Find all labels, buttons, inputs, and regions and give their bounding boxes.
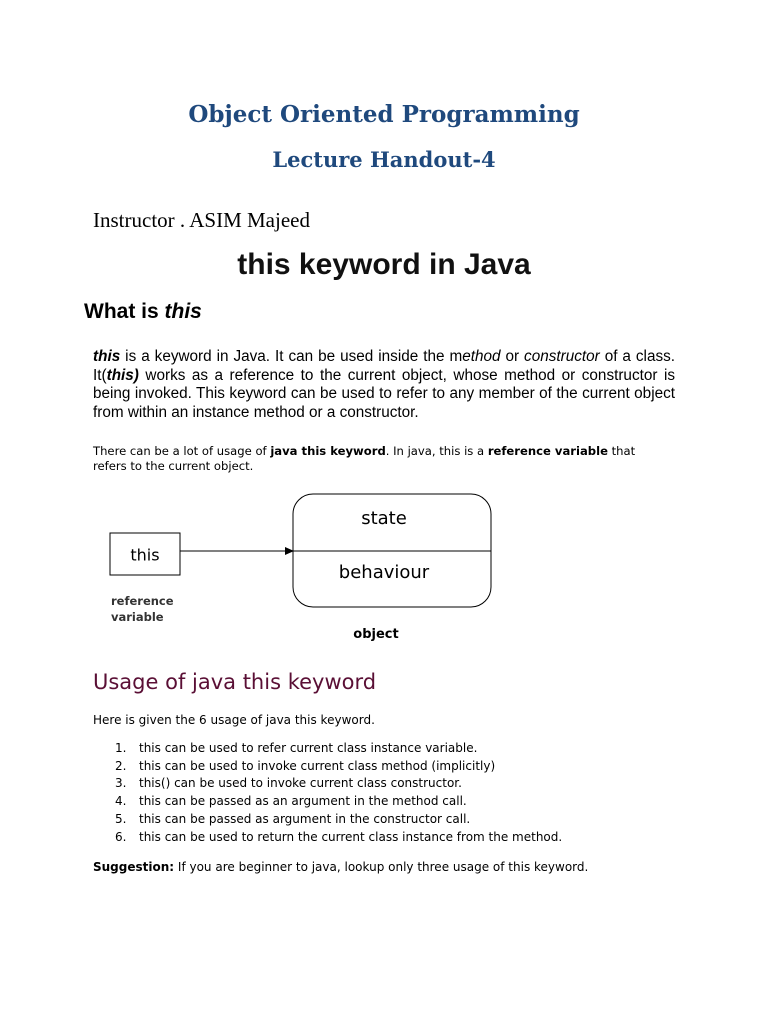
section-heading: [84, 300, 202, 324]
definition-paragraph: [93, 348, 675, 422]
reference-box-label: this: [130, 545, 160, 565]
para-text-2: or: [500, 348, 525, 365]
reference-caption-line1: reference: [111, 594, 174, 608]
suggestion-text: If you are beginner to java, lookup only three usage of this keyword.: [174, 860, 589, 874]
list-item-text: this can be passed as an argument in the method call.: [139, 794, 467, 809]
suggestion-label: Suggestion:: [93, 860, 175, 874]
list-item-number: 6.: [115, 829, 127, 844]
list-item-text: this can be used to invoke current class method (implicitly): [139, 758, 496, 773]
section-heading-prefix: What is: [84, 300, 165, 323]
list-item: [93, 775, 562, 793]
para-text-1: is a keyword in Java. It can be used inside the m: [120, 348, 463, 365]
this-reference-diagram: [100, 488, 520, 648]
list-item-text: this can be used to return the current class instance from the method.: [139, 829, 563, 844]
para-constructor: constructor: [524, 348, 600, 365]
list-item: [93, 829, 562, 847]
list-item: [93, 793, 562, 811]
reference-caption-line2: variable: [111, 610, 164, 624]
usage-heading: Usage of java this keyword: [93, 670, 377, 694]
list-item: [93, 740, 562, 758]
instructor-line: Instructor . ASIM Majeed: [93, 208, 310, 232]
list-item-text: this can be used to refer current class instance variable.: [139, 741, 478, 755]
usage-note-paragraph: [93, 444, 653, 474]
note-text-2: . In java, this is a: [385, 444, 488, 458]
page-title: this keyword in Java: [237, 248, 531, 281]
list-item-number: 4.: [115, 794, 127, 809]
object-state-label: state: [361, 508, 407, 529]
suggestion-line: [93, 860, 588, 874]
list-item-number: 3.: [115, 776, 127, 791]
list-item-text: this can be passed as argument in the constructor call.: [139, 811, 471, 826]
list-item: [93, 811, 562, 829]
course-title: Object Oriented Programming: [188, 101, 580, 128]
para-text-3: of a class. It(: [93, 348, 676, 384]
para-this: this: [93, 348, 121, 365]
note-bold-1: java this keyword: [270, 444, 386, 458]
list-item-number: 2.: [115, 758, 127, 773]
para-text-4: works as a reference to the current object, whose method or constructor is being invoked. This keyword can be used to refer to any member of the current object from within an instance method or a constructor.: [93, 366, 675, 421]
note-text-3: that refers to the current object.: [93, 444, 636, 473]
handout-title: Lecture Handout-4: [272, 147, 496, 172]
para-method: ethod: [462, 348, 501, 365]
section-heading-emphasis: this: [164, 300, 202, 323]
list-item-number: 5.: [115, 811, 127, 826]
note-text-1: There can be a lot of usage of: [93, 444, 271, 458]
list-item-number: 1.: [115, 741, 127, 755]
list-item: [93, 758, 562, 776]
list-item-text: this() can be used to invoke current class constructor.: [139, 776, 462, 791]
note-bold-2: reference variable: [487, 444, 608, 458]
object-caption: object: [353, 627, 399, 642]
usage-list: [93, 740, 562, 846]
object-behaviour-label: behaviour: [338, 562, 430, 583]
usage-intro: Here is given the 6 usage of java this keyword.: [93, 713, 375, 727]
para-this-paren: this): [106, 366, 139, 384]
